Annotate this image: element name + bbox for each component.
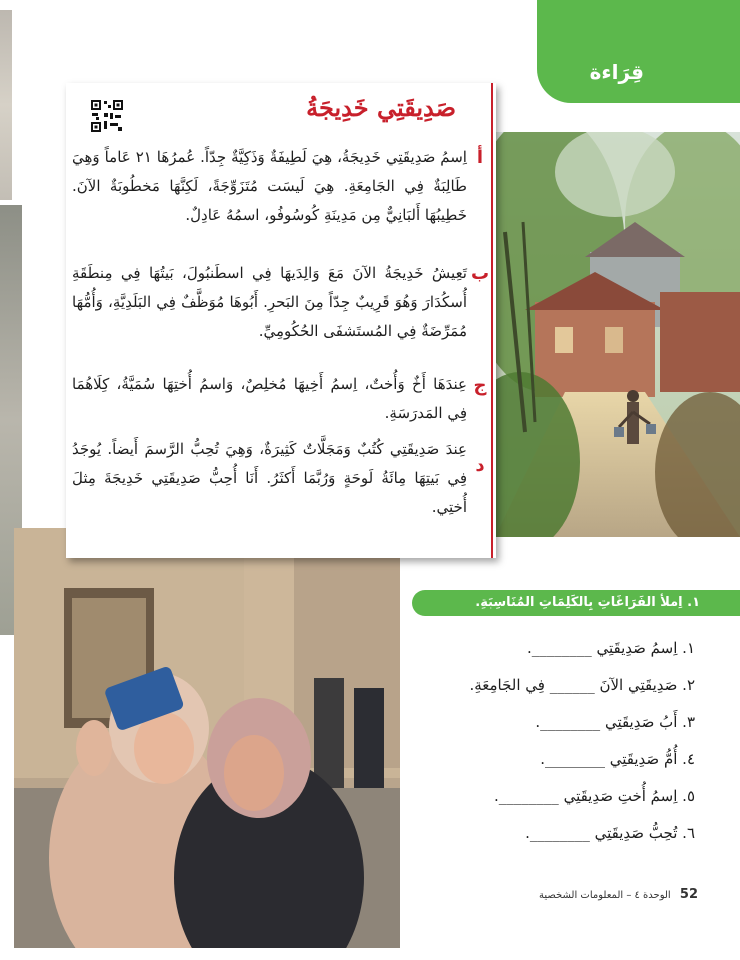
unit-label: الوحدة ٤ – المعلومات الشخصية: [538, 890, 671, 901]
card-red-rule: [491, 83, 493, 558]
selfie-photo: [14, 528, 400, 948]
paragraph-letter-a: أ: [476, 147, 484, 168]
reading-card: [66, 83, 496, 558]
paragraph-b: تَعِيشُ خَدِيجَةُ الآنَ مَعَ وَالِدَيهَا فِي اسطَنبُولَ، بَيتُهَا فِي مِنطَقَةِ أُسكُدَارَ وَهُوَ قَرِيبٌ جِدّاً مِنَ البَحرِ. أَبُوهَا مُوَظَّفٌ فِي البَلَدِيَّةِ، وَأُمُّهَا مُمَرِّضَةٌ فِي المُستَشفَى الحُكُومِيِّ.: [72, 264, 467, 340]
paragraph-letter-b: ب: [470, 263, 490, 284]
exercise-item-3: ٣. أَبُ صَدِيقَتِي ________.: [535, 713, 695, 731]
exercise-item-5: ٥. اِسمُ أُختِ صَدِيقَتِي ________.: [494, 787, 695, 805]
exercise-item-6: ٦. تُحِبُّ صَدِيقَتِي ________.: [525, 824, 695, 842]
paragraph-d: عِندَ صَدِيقَتِي كُتُبٌ وَمَجَلَّاتٌ كَثِيرَةٌ، وَهِيَ تُحِبُّ الرَّسمَ أَيضاً. يُوجَدُ فِي بَيتِهَا مِائَةُ لَوحَةٍ وَرُبَّمَا أَكثَرُ. أَنَا أُحِبُّ صَدِيقَتِي خَدِيجَةَ مِثلَ أُختِي.: [72, 440, 467, 516]
section-tab-label: قِرَاءة: [589, 60, 644, 84]
left-edge-image-strip: [0, 10, 12, 200]
watercolor-painting-image: [495, 132, 740, 537]
paragraph-c: عِندَهَا أَخٌ وَأُختٌ، اِسمُ أَخِيهَا مُخلِصٌ، وَاسمُ أُختِهَا سُمَيَّةُ، كِلَاهُمَا فِي المَدرَسَةِ.: [72, 375, 467, 422]
exercise-header: ١. اِملأ الفَرَاغَاتِ بِالكَلِمَاتِ المُنَاسِبَةِ.: [412, 590, 740, 616]
paragraph-letter-c: ج: [473, 375, 487, 396]
article-title: صَدِيقَتِي خَدِيجَةُ: [306, 93, 456, 122]
qr-code-icon[interactable]: [90, 99, 124, 133]
paragraph-a: اِسمُ صَدِيقَتِي خَدِيجَةُ، هِيَ لَطِيفَةٌ وَذَكِيَّةٌ جِدّاً. عُمرُهَا ٢١ عَاماً وَهِيَ طَالِبَةٌ فِي الجَامِعَةِ. هِيَ لَيسَت مُتَزَوِّجَةً، لَكِنَّهَا مَخطُوبَةٌ الآنَ. خَطِيبُهَا أَلبَانِيٌّ مِن مَدِينَةِ كُوسُوفُو، اسمُهُ عَادِلٌ.: [72, 148, 467, 224]
exercise-list: [405, 630, 695, 852]
page-footer: [480, 887, 698, 902]
exercise-item-4: ٤. أُمُّ صَدِيقَتِي ________.: [540, 750, 695, 768]
paragraph-letter-d: د: [475, 455, 485, 476]
page-number: 52: [679, 887, 698, 902]
exercise-item-1: ١. اِسمُ صَدِيقَتِي ________.: [526, 639, 695, 657]
exercise-item-2: ٢. صَدِيقَتِي الآنَ ______ فِي الجَامِعَةِ.: [469, 676, 695, 694]
section-tab: [537, 0, 740, 103]
